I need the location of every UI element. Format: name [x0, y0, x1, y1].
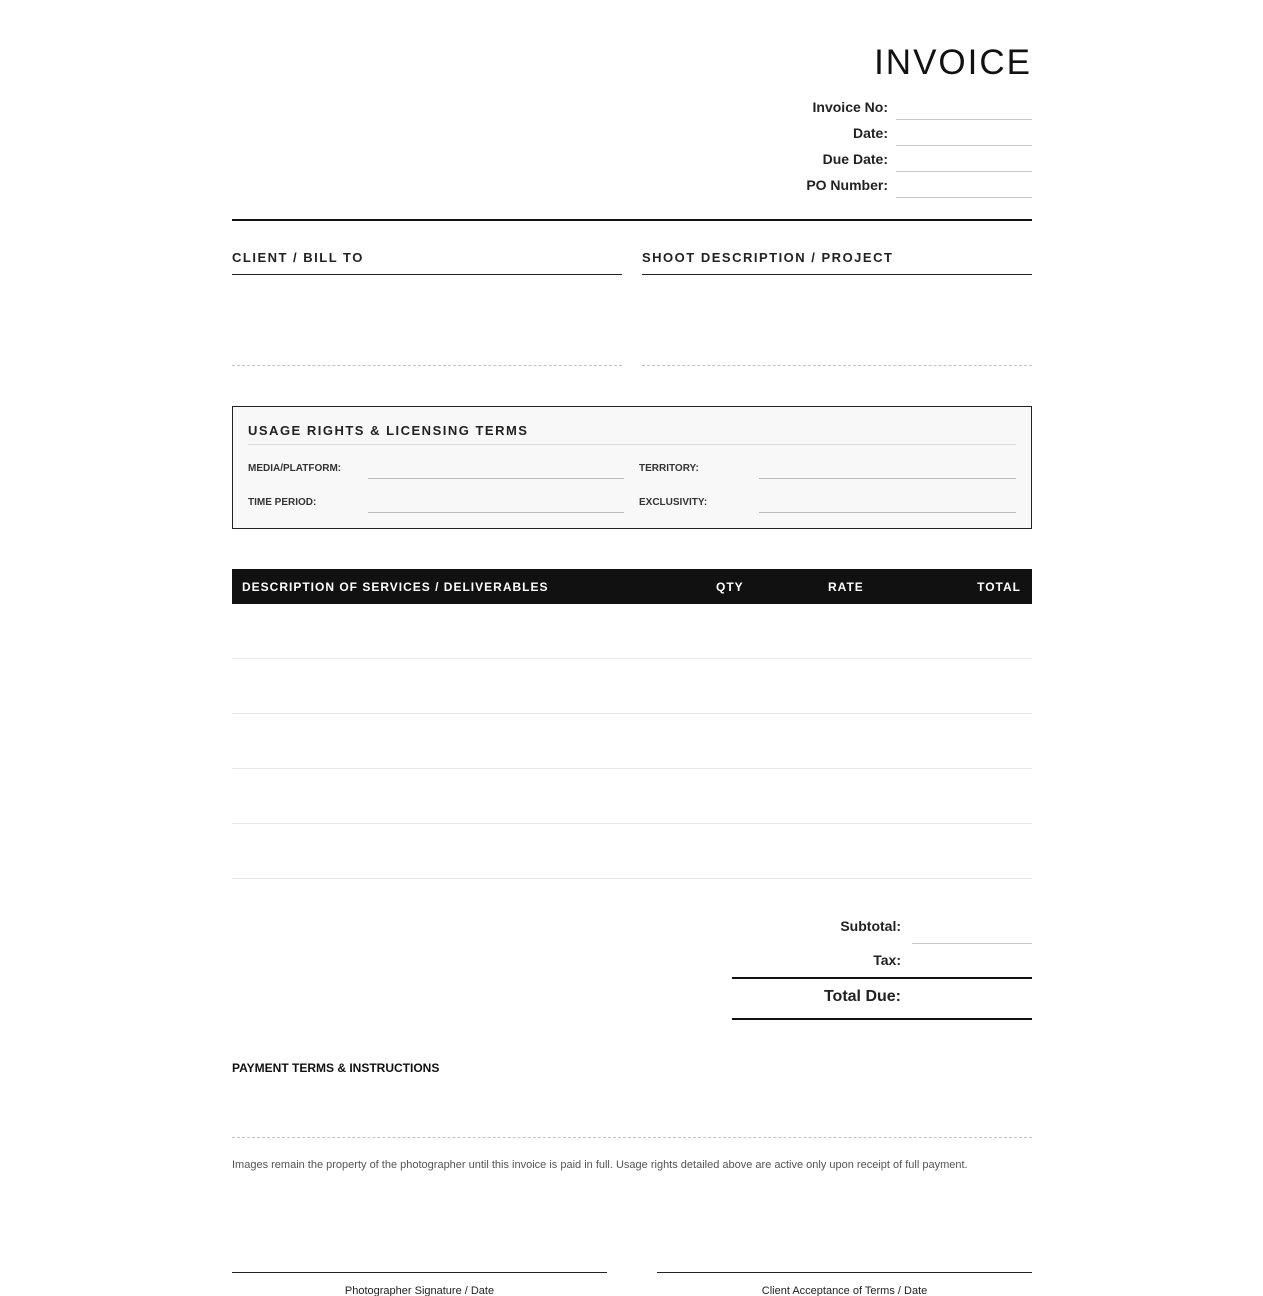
usage-rights-box	[232, 406, 1032, 529]
media-platform-field[interactable]	[368, 478, 624, 479]
invoice-number-field[interactable]	[896, 94, 1032, 120]
time-period-field[interactable]	[368, 512, 624, 513]
territory-field[interactable]	[759, 478, 1016, 479]
table-row[interactable]	[232, 824, 1032, 879]
table-row[interactable]	[232, 659, 1032, 714]
date-label: Date:	[852, 125, 888, 141]
invoice-number-label: Invoice No:	[812, 99, 888, 115]
photographer-signature[interactable]	[232, 1272, 607, 1296]
invoice-meta	[732, 94, 1032, 198]
table-row[interactable]	[232, 769, 1032, 824]
date-field[interactable]	[896, 120, 1032, 146]
subtotal-label: Subtotal:	[840, 918, 901, 934]
column-rate: RATE	[828, 580, 864, 594]
project-heading: SHOOT DESCRIPTION / PROJECT	[642, 250, 1032, 275]
project-section	[642, 250, 1032, 366]
client-signature-label: Client Acceptance of Terms / Date	[761, 1285, 928, 1296]
total-due-label: Total Due:	[823, 988, 901, 1005]
due-date-row	[732, 146, 1032, 172]
total-bottom-rule	[732, 1018, 1032, 1020]
time-period-label: TIME PERIOD:	[248, 497, 317, 508]
invoice-number-row	[732, 94, 1032, 120]
services-table-header	[232, 569, 1032, 604]
column-description: DESCRIPTION OF SERVICES / DELIVERABLES	[242, 580, 549, 594]
payment-field[interactable]	[232, 1080, 1032, 1138]
client-heading: CLIENT / BILL TO	[232, 250, 622, 275]
table-row[interactable]	[232, 604, 1032, 659]
client-section	[232, 250, 622, 366]
project-field[interactable]	[642, 275, 1032, 366]
po-number-field[interactable]	[896, 172, 1032, 198]
photographer-signature-label: Photographer Signature / Date	[344, 1285, 495, 1296]
exclusivity-label: EXCLUSIVITY:	[639, 497, 708, 508]
column-total: TOTAL	[977, 580, 1021, 594]
due-date-label: Due Date:	[822, 151, 888, 167]
subtotal-field[interactable]	[912, 943, 1032, 944]
media-platform-label: MEDIA/PLATFORM:	[248, 463, 342, 474]
tax-label: Tax:	[873, 952, 901, 968]
usage-grid	[248, 445, 1016, 525]
po-number-label: PO Number:	[806, 177, 888, 193]
client-signature[interactable]	[657, 1272, 1032, 1296]
column-qty: QTY	[716, 580, 744, 594]
territory-label: TERRITORY:	[639, 463, 699, 474]
payment-heading: PAYMENT TERMS & INSTRUCTIONS	[232, 1061, 440, 1075]
due-date-field[interactable]	[896, 146, 1032, 172]
client-field[interactable]	[232, 275, 622, 366]
invoice-title: INVOICE	[874, 43, 1032, 82]
po-number-row	[732, 172, 1032, 198]
invoice-page	[232, 0, 1032, 1296]
header-divider	[232, 219, 1032, 221]
usage-heading: USAGE RIGHTS & LICENSING TERMS	[248, 407, 1016, 445]
exclusivity-field[interactable]	[759, 512, 1016, 513]
table-row[interactable]	[232, 714, 1032, 769]
total-top-rule	[732, 977, 1032, 979]
date-row	[732, 120, 1032, 146]
ownership-note: Images remain the property of the photographer until this invoice is paid in full. Usage rights detailed above are active only upon receipt of full payment.	[232, 1159, 968, 1171]
